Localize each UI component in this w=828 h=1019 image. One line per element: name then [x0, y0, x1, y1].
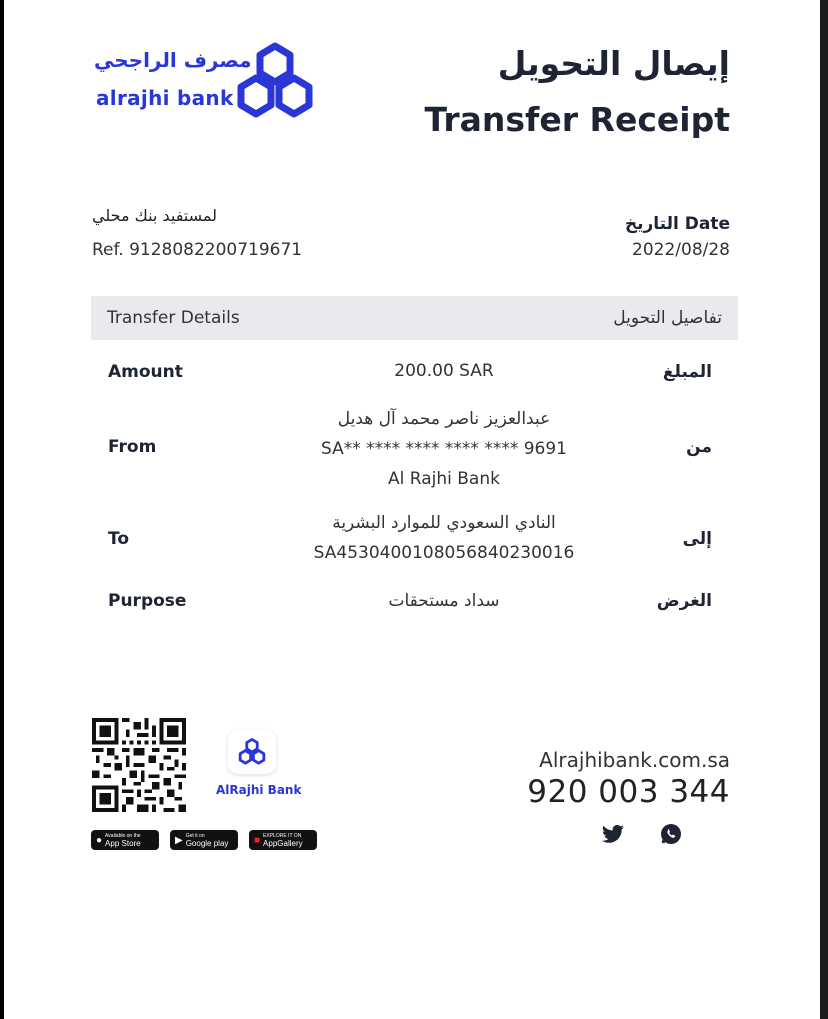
alrajhi-logo-icon: [237, 737, 267, 767]
brand-name-ar: مصرف الراجحي: [94, 48, 252, 72]
amount-value: [234, 356, 654, 386]
app-icon: [228, 730, 276, 774]
alrajhi-logo-icon: [232, 42, 318, 122]
from-value: [234, 404, 654, 494]
app-store-badge[interactable]: [91, 830, 159, 850]
whatsapp-icon[interactable]: [658, 822, 684, 846]
sender-bank: Al Rajhi Bank: [388, 469, 500, 489]
app-gallery-badge-small: EXPLORE IT ON: [263, 833, 302, 839]
date-value: 2022/08/28: [632, 240, 730, 260]
transfer-details-header: [91, 296, 738, 340]
receipt-title-ar: إيصال التحويل: [497, 44, 730, 83]
google-play-label: Google play: [185, 839, 229, 848]
app-gallery-badge[interactable]: [249, 830, 317, 850]
amount-label: Amount: [108, 362, 183, 382]
google-play-badge[interactable]: [170, 830, 238, 850]
website-link[interactable]: Alrajhibank.com.sa: [539, 748, 730, 772]
google-play-badge-small: Get it on: [185, 833, 205, 839]
window-edge: [820, 0, 828, 1019]
amount-label-ar: المبلغ: [662, 362, 712, 382]
beneficiary-type: لمستفيد بنك محلي: [92, 206, 218, 225]
from-label: From: [108, 437, 157, 457]
receipt-page: [4, 0, 820, 1019]
to-value: [234, 508, 654, 568]
sender-iban: SA** **** **** **** **** 9691: [320, 439, 568, 459]
to-label-ar: إلى: [682, 529, 712, 549]
brand-name-en: alrajhi bank: [96, 86, 234, 110]
app-store-badge-small: Available on the: [105, 833, 141, 839]
purpose-text: سداد مستحقات: [388, 591, 500, 611]
google-play-icon: ▶: [175, 834, 183, 846]
brand-logo: [90, 42, 322, 122]
from-label-ar: من: [686, 437, 712, 457]
receipt-title-en: Transfer Receipt: [424, 100, 730, 139]
app-name: AlRajhi Bank: [216, 783, 302, 797]
transfer-details-title-en: Transfer Details: [107, 308, 240, 328]
recipient-name: النادي السعودي للموارد البشرية: [332, 513, 556, 533]
apple-icon: ●: [96, 834, 103, 846]
purpose-label-ar: الغرض: [656, 591, 712, 611]
reference-number: Ref. 9128082200719671: [92, 240, 303, 260]
transfer-details-title-ar: تفاصيل التحويل: [613, 308, 722, 328]
twitter-icon[interactable]: [600, 822, 626, 846]
sender-name: عبدالعزيز ناصر محمد آل هديل: [337, 409, 551, 429]
huawei-icon: ■: [254, 834, 261, 846]
recipient-iban: SA4530400108056840230016: [313, 543, 575, 563]
app-store-label: App Store: [105, 839, 141, 848]
to-label: To: [108, 529, 130, 549]
qr-code-icon: [92, 718, 186, 812]
purpose-label: Purpose: [108, 591, 187, 611]
purpose-value: [234, 586, 654, 616]
date-label: التاريخ Date: [624, 214, 730, 234]
amount-text: 200.00 SAR: [394, 361, 494, 381]
app-gallery-label: AppGallery: [263, 839, 303, 848]
phone-number[interactable]: 920 003 344: [527, 774, 730, 810]
